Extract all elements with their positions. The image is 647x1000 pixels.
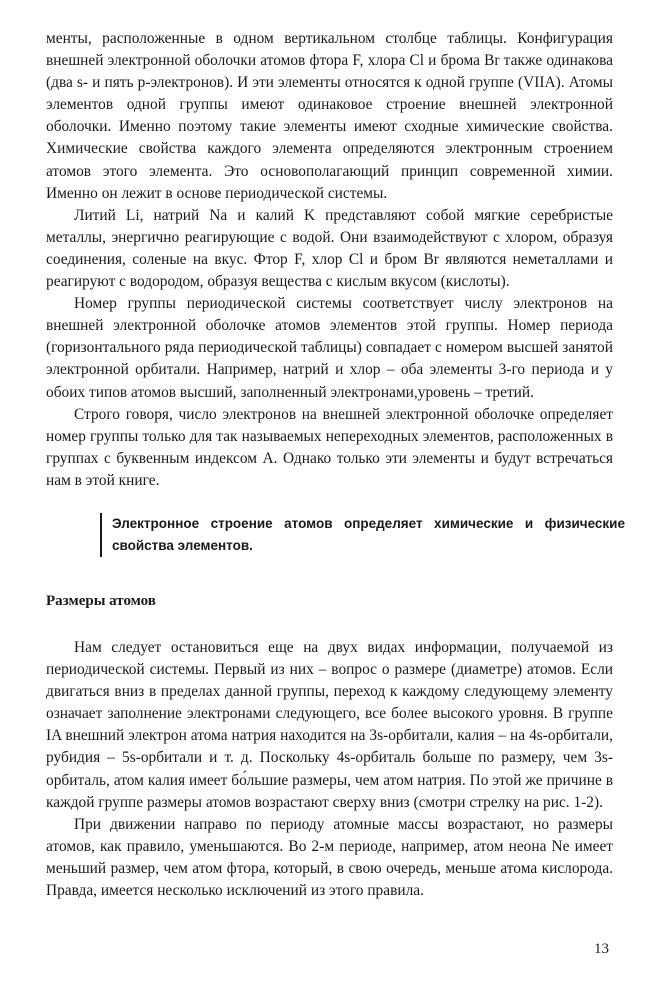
top-text-block: [46, 28, 613, 492]
section-text-block: [46, 637, 613, 902]
section-heading: Размеры атомов: [46, 593, 156, 609]
paragraph-group-period-number: Номер группы периодической системы соответствует числу электронов на внешней электронной оболочке атомов элементов этой группы. Номер периода (горизонтального ряда периодической таблицы) совпадает с номером высшей занятой электронной орбитали. Например, натрий и хлор – оба элементы 3-го периода и у обоих типов атомов высший, заполненный электронами,уровень – третий.: [46, 295, 613, 401]
key-point-callout: [100, 513, 625, 557]
paragraph-electron-configuration: менты, расположенные в одном вертикальном столбце таблицы. Конфигурация внешней электронной оболочки атомов фтора F, хлора Cl и брома Br также одинакова (два s- и пять p-электронов). И эти элементы относятся к одной группе (VIIA). Атомы элементов одной группы имеют одинаковое строение внешней электронной оболочки. Именно поэтому такие элементы имеют сходные химические свойства. Химические свойства каждого элемента определяются электронным строением атомов этого элемента. Это основополагающий принцип современной химии. Именно он лежит в основе периодической системы.: [46, 30, 613, 202]
paragraph-non-transition-elements: Строго говоря, число электронов на внешней электронной оболочке определяет номер группы только для так называемых непереходных элементов, расположенных в группах с буквенным индексом А. Однако только эти элементы и будут встречаться нам в этой книге.: [46, 405, 613, 489]
key-point-text: Электронное строение атомов определяет химические и физические свойства элементов.: [112, 516, 625, 553]
paragraph-metals-nonmetals: Литий Li, натрий Na и калий K представляют собой мягкие серебристые металлы, энергично реагирующие с водой. Они взаимодействуют с хлором, образуя соединения, соленые на вкус. Фтор F, хлор Cl и бром Br являются неметаллами и реагируют с водородом, образуя вещества с кислым вкусом (кислоты).: [46, 206, 613, 291]
paragraph-atom-size-period: При движении направо по периоду атомные массы возрастают, но размеры атомов, как правило, уменьшаются. Во 2-м периоде, например, атом неона Ne имеет меньший размер, чем атом фтора, который, в свою очередь, меньше атома кислорода. Правда, имеется несколько исключений из этого правила.: [46, 815, 613, 900]
paragraph-atom-size-group: Нам следует остановиться еще на двух видах информации, получаемой из периодической системы. Первый из них – вопрос о размере (диаметре) атомов. Если двигаться вниз в пределах данной группы, переход к каждому следующему элементу означает заполнение электронами следующего, все более высокого уровня. В группе IA внешний электрон атома натрия находится на 3s-орбитали, калия – на 4s-орбитали, рубидия – 5s-орбитали и т. д. Поскольку 4s-орбиталь больше по размеру, чем 3s-орбиталь, атом калия имеет бо́льшие размеры, чем атом натрия. По этой же причине в каждой группе размеры атомов возрастают сверху вниз (смотри стрелку на рис. 1-2).: [46, 639, 613, 811]
page-number: 13: [594, 941, 609, 957]
